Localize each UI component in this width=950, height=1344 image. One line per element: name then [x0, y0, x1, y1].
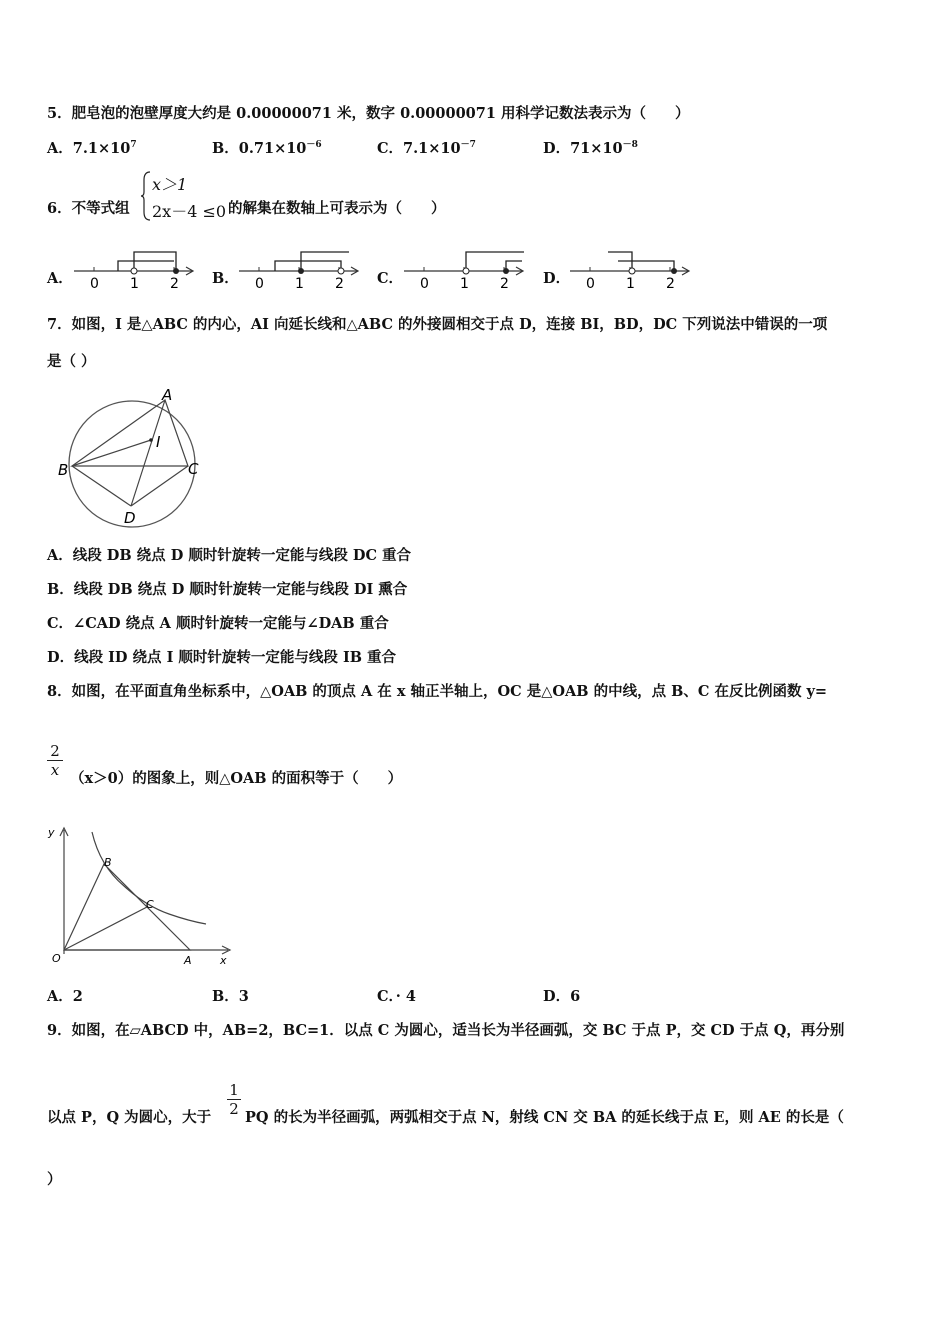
- q9-stem-line2b: PQ 的长为半径画弧，两弧相交于点 N，射线 CN 交 BA 的延长线于点 E，则 AE 的长是（: [245, 1109, 844, 1126]
- q7-stem-line2: 是（ ）: [47, 353, 96, 370]
- tick-2: 2: [666, 276, 675, 292]
- label-i: I: [156, 433, 161, 451]
- q6-numberline-a: [72, 246, 197, 292]
- q9-stem-line1: 9．如图，在▱ABCD 中，AB=2，BC=1．以点 C 为圆心，适当长为半径画弧，交 BC 于点 P，交 CD 于点 Q，再分别: [47, 1022, 845, 1039]
- q6-numberline-c: [402, 246, 527, 292]
- label-d: D: [124, 509, 136, 527]
- q5-option-d: D．$71\times 10^{-8}$: [543, 140, 638, 157]
- q5-option-b: B．$0.71\times 10^{-6}$: [212, 140, 322, 157]
- q6-inequality-1: x＞1: [152, 175, 188, 194]
- q7-option-a: A．线段 DB 绕点 D 顺时针旋转一定能与线段 DC 重合: [47, 547, 412, 564]
- q6-option-c-label: C．: [377, 270, 404, 287]
- q8-hyperbola-figure: [44, 824, 234, 972]
- q8-stem-line1: 8．如图，在平面直角坐标系中，△OAB 的顶点 A 在 x 轴正半轴上，OC 是△OAB 的中线，点 B、C 在反比例函数 y=: [47, 683, 828, 700]
- label-o: O: [52, 952, 61, 965]
- q6-suffix: 的解集在数轴上可表示为（ ）: [228, 200, 446, 217]
- q6-inequality-2: 2x－4 ≤0: [152, 202, 227, 221]
- tick-2: 2: [170, 276, 179, 292]
- brace-icon: [140, 170, 152, 222]
- q9-stem-line2a: 以点 P，Q 为圆心，大于: [47, 1109, 212, 1126]
- q7-option-c: C．∠CAD 绕点 A 顺时针旋转一定能与∠DAB 重合: [47, 615, 389, 632]
- q6-option-d-label: D．: [543, 270, 571, 287]
- q8-frac-den: x: [47, 760, 63, 779]
- q7-stem-line1: 7．如图，I 是△ABC 的内心，AI 向延长线和△ABC 的外接圆相交于点 D，连接 BI，BD，DC 下列说法中错误的一项: [47, 316, 828, 333]
- q8-option-d: D．6: [543, 988, 581, 1005]
- tick-2: 2: [335, 276, 344, 292]
- q6-option-a-label: A．: [47, 270, 73, 287]
- q7-circle-figure: [48, 384, 208, 530]
- q6-prefix: 6．不等式组: [47, 200, 130, 217]
- tick-0: 0: [420, 276, 429, 292]
- tick-0: 0: [90, 276, 99, 292]
- q6-option-b-label: B．: [212, 270, 239, 287]
- q9-fraction: [227, 1081, 241, 1118]
- label-c: C: [146, 898, 154, 911]
- label-a: A: [184, 954, 192, 967]
- q5-option-c: C．$7.1\times 10^{-7}$: [377, 140, 476, 157]
- label-b: B: [104, 856, 112, 869]
- q8-option-c: C．· 4: [377, 988, 416, 1005]
- tick-2: 2: [500, 276, 509, 292]
- label-x: x: [220, 954, 227, 967]
- q8-fraction: [47, 742, 63, 779]
- tick-1: 1: [626, 276, 635, 292]
- tick-0: 0: [255, 276, 264, 292]
- q8-option-a: A．2: [47, 988, 83, 1005]
- q8-stem-line2: （x＞0）的图象上，则△OAB 的面积等于（ ）: [70, 770, 403, 787]
- q6-numberline-b: [237, 246, 362, 292]
- label-b: B: [58, 461, 69, 479]
- q9-frac-den: 2: [227, 1099, 241, 1118]
- tick-1: 1: [130, 276, 139, 292]
- q7-option-d: D．线段 ID 绕点 I 顺时针旋转一定能与线段 IB 重合: [47, 649, 397, 666]
- label-c: C: [188, 460, 199, 478]
- q5-option-a: A．$7.1\times 10^7$: [47, 140, 137, 157]
- q7-option-b: B．线段 DB 绕点 D 顺时针旋转一定能与线段 DI 熏合: [47, 581, 408, 598]
- q5-stem: 5．肥皂泡的泡壁厚度大约是 0.00000071 米，数字 0.00000071 用科学记数法表示为（ ）: [47, 105, 690, 122]
- tick-1: 1: [295, 276, 304, 292]
- q9-stem-line3: ）: [47, 1171, 62, 1188]
- tick-0: 0: [586, 276, 595, 292]
- q9-frac-num: 1: [229, 1081, 239, 1099]
- label-a: A: [162, 386, 173, 404]
- q6-numberline-d: [568, 246, 693, 292]
- q8-frac-num: 2: [50, 742, 60, 760]
- label-y: y: [48, 826, 55, 839]
- tick-1: 1: [460, 276, 469, 292]
- q8-option-b: B．3: [212, 988, 249, 1005]
